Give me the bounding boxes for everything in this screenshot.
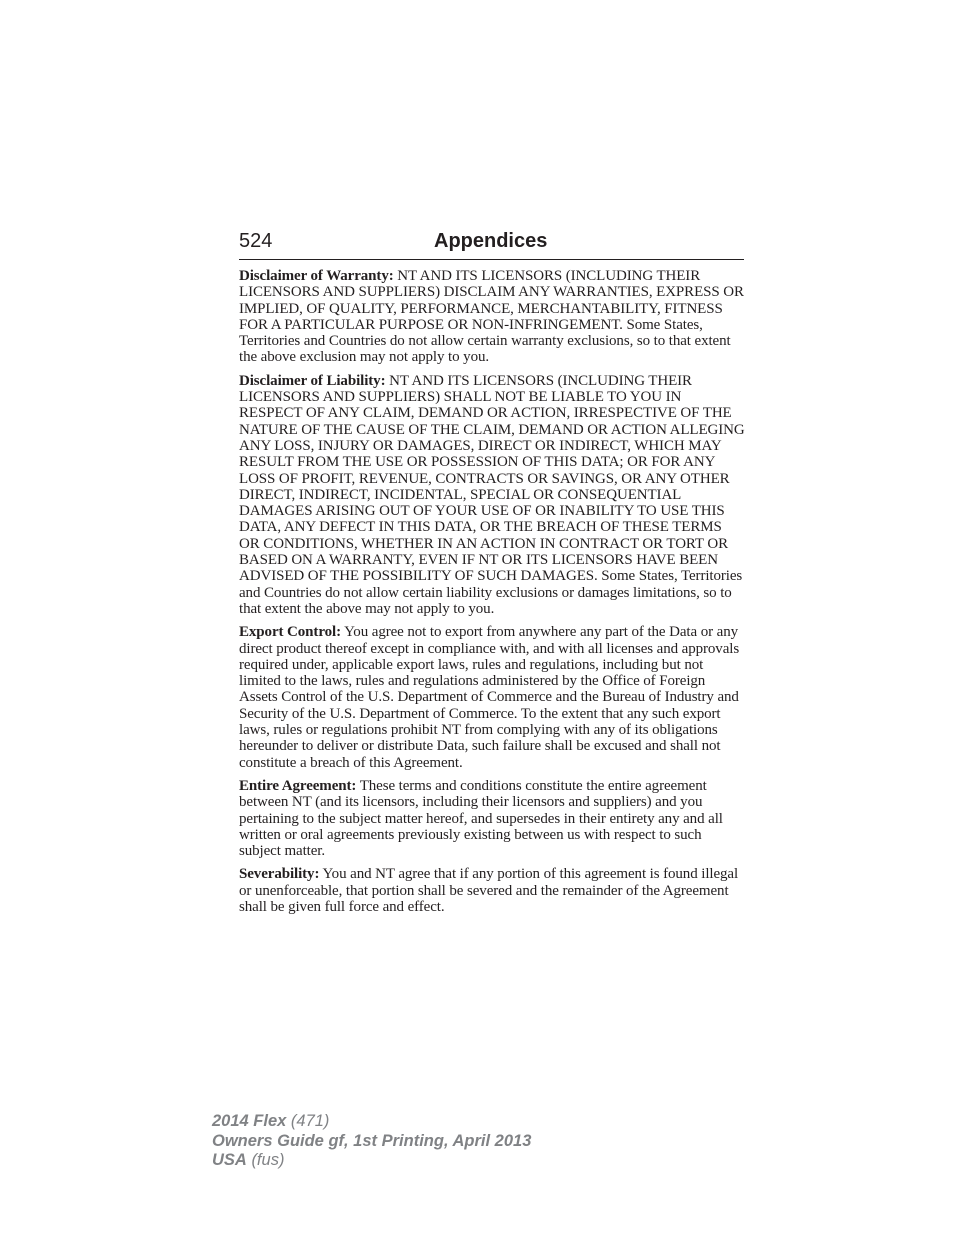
body-content <box>239 268 745 922</box>
paragraph-entire-agreement <box>239 778 745 859</box>
footer-model-code: (471) <box>290 1112 330 1130</box>
section-title: Appendices <box>434 230 548 252</box>
footer-market-code: (fus) <box>251 1151 285 1169</box>
paragraph-term: Export Control: <box>239 624 341 641</box>
footer-model-line <box>212 1112 531 1132</box>
footer-market-line <box>212 1151 531 1171</box>
paragraph-severability <box>239 866 745 915</box>
footer-guide-line <box>212 1132 531 1152</box>
footer-model: 2014 Flex <box>212 1112 287 1130</box>
page-footer <box>212 1112 531 1171</box>
paragraph-term: Disclaimer of Warranty: <box>239 268 394 284</box>
paragraph-term: Entire Agreement: <box>239 777 357 794</box>
paragraph-text: NT AND ITS LICENSORS (INCLUDING THEIR LICENSORS AND SUPPLIERS) SHALL NOT BE LIABLE TO YOU IN RESPECT OF ANY CLAIM, DEMAND OR ACTION, IRRESPECTIVE OF THE NATURE OF THE CAUSE OF THE CLAIM, DEMAND OR ACTION ALLEGING ANY LOSS, INJURY OR DAMAGES, DIRECT OR INDIRECT, WHICH MAY RESULT FROM THE USE OR POSSESSION OF THIS DATA; OR FOR ANY LOSS OF PROFIT, REVENUE, CONTRACTS OR SAVINGS, OR ANY OTHER DIRECT, INDIRECT, INCIDENTAL, SPECIAL OR CONSEQUENTIAL DAMAGES ARISING OUT OF YOUR USE OF OR INABILITY TO USE THIS DATA, ANY DEFECT IN THIS DATA, OR THE BREACH OF THESE TERMS OR CONDITIONS, WHETHER IN AN ACTION IN CONTRACT OR TORT OR BASED ON A WARRANTY, EVEN IF NT OR ITS LICENSORS HAVE BEEN ADVISED OF THE POSSIBILITY OF SUCH DAMAGES. Some States, Territories and Countries do not allow certain liability exclusions or damages limitations, so to that extent the above may not apply to you. <box>239 372 745 617</box>
paragraph-export-control <box>239 624 745 771</box>
paragraph-text: You agree not to export from anywhere any part of the Data or any direct product thereof except in compliance with, and with all licenses and approvals required under, applicable export laws, rules and regulations, including but not limited to the laws, rules and regulations administered by the Office of Foreign Assets Control of the U.S. Department of Commerce and the Bureau of Industry and Security of the U.S. Department of Commerce. To the extent that any such export laws, rules or regulations prohibit NT from complying with any of its obligations hereunder to deliver or distribute Data, such failure shall be excused and shall not constitute a breach of this Agreement. <box>239 624 740 771</box>
paragraph-term: Severability: <box>239 866 320 883</box>
footer-market: USA <box>212 1151 247 1169</box>
paragraph-term: Disclaimer of Liability: <box>239 372 386 389</box>
paragraph-text: You and NT agree that if any portion of this agreement is found illegal or unenforceable, that portion shall be severed and the remainder of the Agreement shall be given full force and effect. <box>239 866 739 915</box>
footer-guide: Owners Guide gf, 1st Printing, April 2013 <box>212 1131 532 1150</box>
page-number: 524 <box>239 230 273 252</box>
page-header <box>239 228 744 260</box>
paragraph-disclaimer-of-warranty <box>239 268 745 366</box>
paragraph-text: NT AND ITS LICENSORS (INCLUDING THEIR LICENSORS AND SUPPLIERS) DISCLAIM ANY WARRANTIES, EXPRESS OR IMPLIED, OF QUALITY, PERFORMANCE, MERCHANTABILITY, FITNESS FOR A PARTICULAR PURPOSE OR NON-INFRINGEMENT. Some States, Territories and Countries do not allow certain warranty exclusions, so to that extent the above exclusion may not apply to you. <box>239 268 744 366</box>
paragraph-text: These terms and conditions constitute the entire agreement between NT (and its licensors, including their licensors and suppliers) and you pertaining to the subject matter hereof, and supersedes in their entirety any and all written or oral agreements previously existing between us with respect to such subject matter. <box>239 777 723 860</box>
paragraph-disclaimer-of-liability <box>239 373 745 617</box>
